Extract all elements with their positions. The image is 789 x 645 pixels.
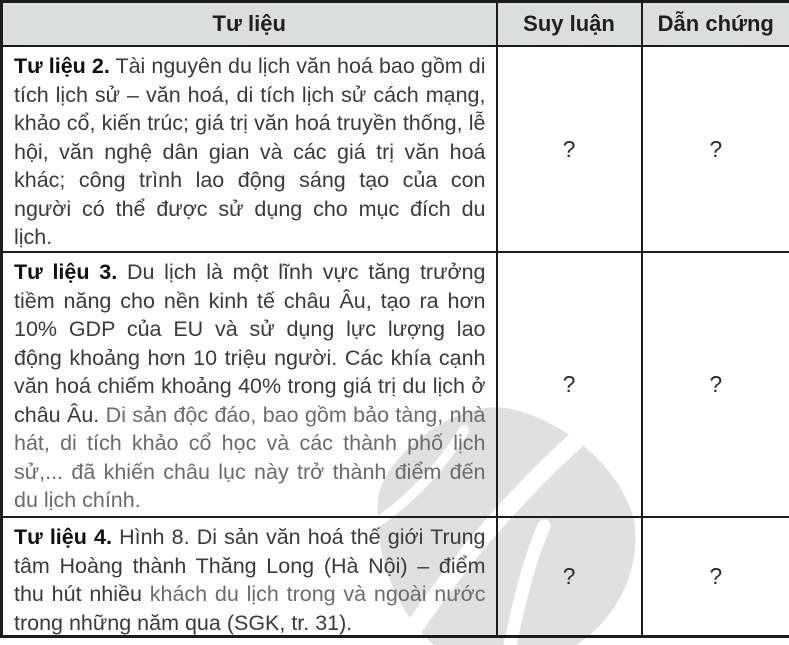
cell-suy-luan-row2: ?	[497, 252, 642, 517]
table-row	[2, 46, 789, 252]
cell-tu-lieu-3	[2, 252, 497, 517]
cell-tu-lieu-4	[2, 517, 497, 637]
cell-dan-chung-row2: ?	[642, 252, 789, 517]
doc-text-segment: Tài nguyên du lịch văn hoá bao gồm di tích lịch sử – văn hoá, di tích lịch sử cách mạng, khảo cổ, kiến trúc; giá trị văn hoá truyền thống, lễ hội, văn nghệ dân gian và các giá trị văn hoá khác; công trình lao động sáng tạo của con người có thể được sử dụng cho mục đích du lịch.	[14, 54, 486, 249]
doc-label: Tư liệu 2.	[14, 54, 110, 78]
cell-dan-chung-row1: ?	[642, 46, 789, 252]
cell-suy-luan-row3: ?	[497, 517, 642, 637]
doc-text-segment: Du lịch là một lĩnh vực tăng trưởng tiềm năng cho nền kinh tế châu Âu, tạo ra hơn 10% GDP của EU và sử dụng lực lượng lao động khoảng hơn 10 triệu người. Các khía cạnh văn hoá chiếm khoảng 40% trong giá trị du lịch ở châu Âu.	[14, 260, 486, 427]
column-header-dan-chung: Dẫn chứng	[642, 2, 789, 47]
cell-dan-chung-row3: ?	[642, 517, 789, 637]
column-header-tu-lieu: Tư liệu	[2, 2, 497, 47]
doc-text-segment: khách du lịch trong và ngoài nước	[149, 582, 486, 606]
doc-label: Tư liệu 4.	[14, 525, 112, 549]
header-row	[2, 2, 789, 47]
doc-text	[3, 518, 496, 635]
column-header-suy-luan: Suy luận	[497, 2, 642, 47]
doc-text-segment: trong những năm qua (SGK, tr. 31).	[14, 610, 353, 635]
table-row	[2, 252, 789, 517]
doc-text	[3, 253, 496, 516]
doc-label: Tư liệu 3.	[14, 260, 118, 284]
doc-text	[3, 47, 496, 251]
table-row	[2, 517, 789, 637]
cell-suy-luan-row1: ?	[497, 46, 642, 252]
cell-tu-lieu-2	[2, 46, 497, 252]
doc-text-segment: Di sản độc đáo, bao gồm bảo tàng, nhà hát, di tích khảo cổ học và các thành phố lịch sử,... đã khiến châu lục này trở thành điểm đến du lịch chính.	[14, 402, 486, 512]
doc-text-segment: Hình 8. Di sản văn hoá thế giới Trung tâm Hoàng thành Thăng Long (Hà Nội) – điểm thu hút nhiều	[14, 525, 486, 606]
